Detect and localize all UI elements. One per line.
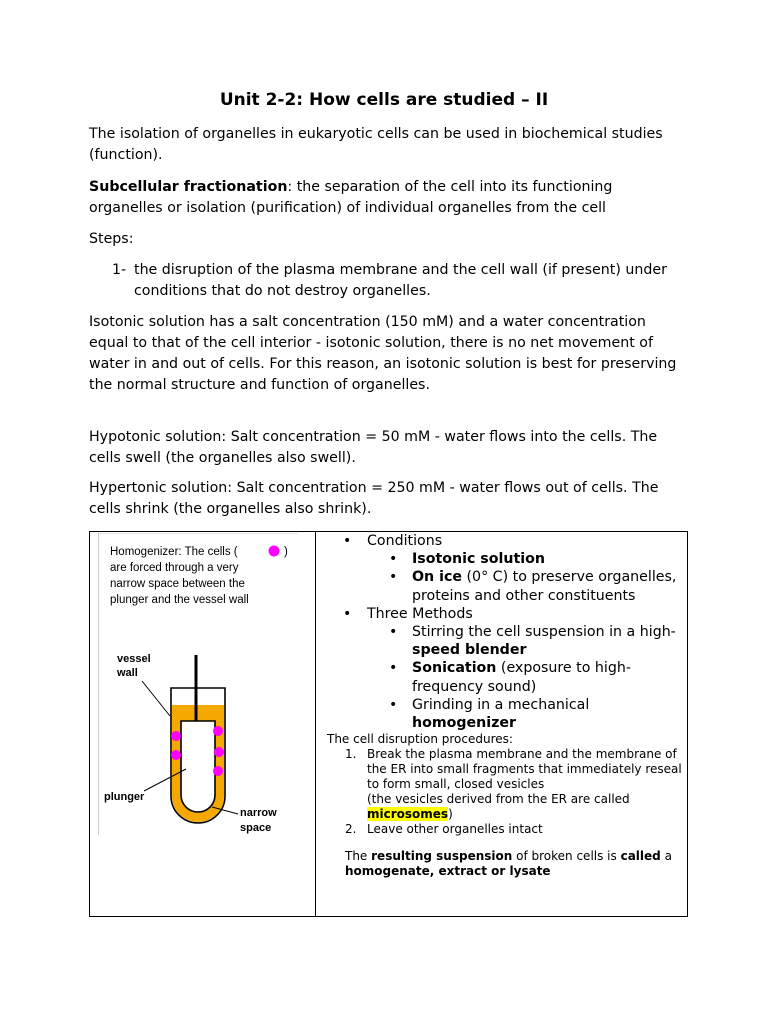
on-ice-rest: (0° C) to preserve organelles, proteins and other constituents [412,569,677,604]
final-the: The [345,849,372,864]
hypotonic-paragraph: Hypotonic solution: Salt concentration = 50 mM - water flows into the cells. The cells swell (the organelles also swell). [89,429,658,466]
procedure-1-text: Break the plasma membrane and the membrane of the ER into small fragments that immediately reseal to form small, closed vesicles [367,747,682,792]
cell [171,731,181,741]
conditions-text: Conditions [367,533,443,549]
bullet-dot: • [389,569,398,586]
procedure-1-number: 1. [345,747,357,762]
three-methods-text: Three Methods [367,605,473,622]
final-homogenate: homogenate, extract or lysate [345,864,551,879]
hypertonic-paragraph: Hypertonic solution: Salt concentration = 250 mM - water flows out of cells. The cells shrink (the organelles also shrink). [89,480,659,517]
step-1 [112,260,672,302]
bullet-conditions [321,532,685,550]
final-resulting: resulting suspension [371,849,513,864]
bullet-dot: • [389,624,398,641]
subcellular-definition: : the separation of the cell into its functioning organelles or isolation (purification) of individual organelles from the cell [89,179,613,216]
svg-text:Homogenizer: The cells ( [110,546,238,558]
procedure-2-text: Leave other organelles intact [367,822,543,837]
cell [213,726,223,736]
right-column [321,532,685,879]
procedure-1-paren-text: (the vesicles derived from the ER are called [367,792,630,807]
procedure-1 [321,747,685,822]
fig-caption-2: are forced through a very [110,562,239,574]
bullet-dot: • [389,696,398,713]
page-title: Unit 2-2: How cells are studied – II [219,90,549,110]
final-called: called [620,849,661,864]
fig-caption-1a: Homogenizer: The cells ( [110,546,238,558]
cell [213,766,223,776]
on-ice-text: On ice [412,569,462,586]
stirring-text: Stirring the cell suspension in a high- [412,624,676,641]
bullet-dot: • [389,660,398,677]
cell [171,750,181,760]
speed-blender-text: speed blender [412,642,527,659]
bullet-on-ice [321,568,685,604]
table-divider [315,532,316,916]
subcellular-term: Subcellular fractionation [89,179,288,195]
label-narrow: narrow [240,807,277,819]
cell [214,747,224,757]
bullet-dot: • [343,533,352,549]
final-a: a [660,849,672,864]
microsomes-highlight: microsomes [367,807,449,822]
label-plunger: plunger [104,791,145,803]
fig-caption-3: narrow space between the [110,578,245,590]
final-mid: of broken cells is [512,849,621,864]
subcellular-paragraph [89,177,679,219]
procedure-1-paren [367,792,685,822]
procedures-label: The cell disruption procedures: [327,732,513,747]
intro-paragraph: The isolation of organelles in eukaryotic cells can be used in biochemical studies (function). [89,126,663,163]
step-1-number: 1- [112,262,127,278]
step-1-text: the disruption of the plasma membrane and the cell wall (if present) under conditions that do not destroy organelles. [134,262,667,299]
label-space: space [240,822,272,834]
cell-legend-dot [269,546,280,557]
grinding-text: Grinding in a mechanical [412,696,590,713]
sonication-rest: (exposure to high-frequency sound) [412,660,631,695]
methods-table [89,531,688,917]
bullet-grinding [321,696,685,732]
label-vessel: vessel [117,653,151,665]
label-wall: wall [117,667,138,679]
homogenizer-text: homogenizer [412,715,516,732]
procedure-2-number: 2. [345,822,357,837]
bullet-dot: • [343,605,352,622]
bullet-three-methods [321,605,685,623]
homogenizer-figure [98,533,298,835]
bullet-sonication [321,659,685,695]
plunger [181,721,215,812]
sonication-text: Sonication [412,660,497,677]
steps-label: Steps: [89,231,134,247]
procedure-2 [321,822,685,837]
procedure-1-close: ) [448,807,453,822]
fig-caption-4: plunger and the vessel wall [110,594,249,606]
bullet-isotonic [321,550,685,568]
bullet-stirring [321,623,685,659]
isotonic-solution-text: Isotonic solution [412,551,545,568]
isotonic-paragraph: Isotonic solution has a salt concentration (150 mM) and a water concentration equal to that of the cell interior - isotonic solution, there is no net movement of water in and out of cells. For this reason, an isotonic solution is best for preserving the normal structure and function of organelles. [89,314,677,393]
bullet-dot: • [389,551,398,568]
final-statement [321,849,685,879]
fig-caption-1b: ) [284,546,288,558]
